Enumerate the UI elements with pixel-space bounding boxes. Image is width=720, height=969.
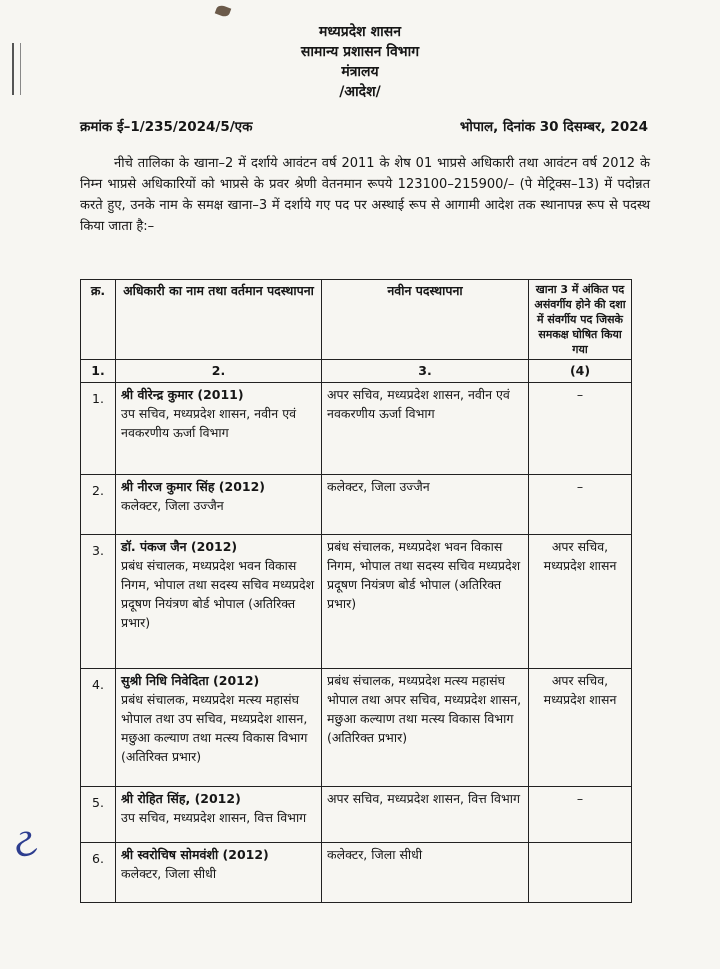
officer-cell bbox=[116, 843, 322, 903]
table-row bbox=[81, 383, 632, 475]
current-posting: कलेक्टर, जिला सीधी bbox=[121, 866, 217, 881]
equivalent-post: अपर सचिव, मध्यप्रदेश शासन bbox=[529, 669, 632, 787]
table-row bbox=[81, 475, 632, 535]
table-row bbox=[81, 535, 632, 669]
col-number: 2. bbox=[116, 360, 322, 383]
current-posting: उप सचिव, मध्यप्रदेश शासन, वित्त विभाग bbox=[121, 810, 307, 825]
equivalent-post: – bbox=[529, 787, 632, 843]
equivalent-post: – bbox=[529, 475, 632, 535]
new-posting: प्रबंध संचालक, मध्यप्रदेश भवन विकास निगम, भोपाल तथा सदस्य सचिव मध्यप्रदेश प्रदूषण नियंत्रण बोर्ड भोपाल (अतिरिक्त प्रभार) bbox=[322, 535, 529, 669]
header-sn: क्र. bbox=[81, 280, 116, 360]
equivalent-post: अपर सचिव, मध्यप्रदेश शासन bbox=[529, 535, 632, 669]
handwritten-initials: ટ bbox=[10, 818, 42, 868]
equivalent-post: – bbox=[529, 383, 632, 475]
officer-name: श्री रोहित सिंह, (2012) bbox=[121, 791, 241, 806]
officer-cell bbox=[116, 383, 322, 475]
current-posting: कलेक्टर, जिला उज्जैन bbox=[121, 498, 224, 513]
equivalent-post bbox=[529, 843, 632, 903]
row-sn: 1. bbox=[81, 383, 116, 475]
intro-paragraph: नीचे तालिका के खाना–2 में दर्शाये आवंटन वर्ष 2011 के शेष 01 भाप्रसे अधिकारी तथा आवंटन वर्ष 2012 के निम्न भाप्रसे अधिकारियों को भाप्रसे के प्रवर श्रेणी वेतनमान रूपये 123100–215900/– (पे मेट्रिक्स–13) में पदोन्नत करते हुए, उनके नाम के समक्ष खाना–3 में दर्शाये गए पद पर अस्थाई रूप से आगामी आदेश तक स्थानापन्न रूप से पदस्थ किया जाता है:– bbox=[80, 156, 650, 234]
new-posting: प्रबंध संचालक, मध्यप्रदेश मत्स्य महासंघ भोपाल तथा अपर सचिव, मध्यप्रदेश शासन, मछुआ कल्याण तथा मत्स्य विकास विभाग (अतिरिक्त प्रभार) bbox=[322, 669, 529, 787]
row-sn: 2. bbox=[81, 475, 116, 535]
reference-row bbox=[80, 117, 648, 135]
government-name: मध्यप्रदेश शासन bbox=[319, 24, 401, 40]
row-sn: 6. bbox=[81, 843, 116, 903]
col-number: 3. bbox=[322, 360, 529, 383]
col-number: (4) bbox=[529, 360, 632, 383]
table-header-row bbox=[81, 280, 632, 360]
row-sn: 3. bbox=[81, 535, 116, 669]
officer-name: डॉ. पंकज जैन (2012) bbox=[121, 539, 238, 554]
current-posting: प्रबंध संचालक, मध्यप्रदेश भवन विकास निगम, भोपाल तथा सदस्य सचिव मध्यप्रदेश प्रदूषण नियंत्रण बोर्ड भोपाल (अतिरिक्त प्रभार) bbox=[121, 558, 315, 630]
department-name: सामान्य प्रशासन विभाग bbox=[300, 44, 420, 60]
officer-name: सुश्री निधि निवेदिता (2012) bbox=[121, 673, 260, 688]
office-name: मंत्रालय bbox=[341, 64, 379, 80]
margin-mark bbox=[12, 43, 21, 95]
new-posting: कलेक्टर, जिला उज्जैन bbox=[322, 475, 529, 535]
order-number: क्रमांक ई–1/235/2024/5/एक bbox=[80, 119, 253, 135]
officer-cell bbox=[116, 669, 322, 787]
table-row bbox=[81, 843, 632, 903]
document-type: /आदेश/ bbox=[339, 84, 381, 100]
header-equivalent: खाना 3 में अंकित पद असंवर्गीय होने की दशा में संवर्गीय पद जिसके समकक्ष घोषित किया गया bbox=[529, 280, 632, 360]
officer-cell bbox=[116, 475, 322, 535]
current-posting: प्रबंध संचालक, मध्यप्रदेश मत्स्य महासंघ भोपाल तथा उप सचिव, मध्यप्रदेश शासन, मछुआ कल्याण तथा मत्स्य विकास विभाग (अतिरिक्त प्रभार) bbox=[121, 692, 308, 764]
header-officer: अधिकारी का नाम तथा वर्तमान पदस्थापना bbox=[116, 280, 322, 360]
officer-cell bbox=[116, 535, 322, 669]
place-date: भोपाल, दिनांक 30 दिसम्बर, 2024 bbox=[459, 119, 648, 135]
officer-name: श्री स्वरोचिष सोमवंशी (2012) bbox=[121, 847, 269, 862]
new-posting: कलेक्टर, जिला सीधी bbox=[322, 843, 529, 903]
new-posting: अपर सचिव, मध्यप्रदेश शासन, नवीन एवं नवकरणीय ऊर्जा विभाग bbox=[322, 383, 529, 475]
table-row bbox=[81, 669, 632, 787]
officer-name: श्री नीरज कुमार सिंह (2012) bbox=[121, 479, 266, 494]
row-sn: 5. bbox=[81, 787, 116, 843]
table-row bbox=[81, 787, 632, 843]
new-posting: अपर सचिव, मध्यप्रदेश शासन, वित्त विभाग bbox=[322, 787, 529, 843]
col-number: 1. bbox=[81, 360, 116, 383]
officer-cell bbox=[116, 787, 322, 843]
document-header bbox=[0, 0, 720, 102]
officer-name: श्री वीरेन्द्र कुमार (2011) bbox=[121, 387, 244, 402]
posting-table bbox=[80, 279, 632, 903]
row-sn: 4. bbox=[81, 669, 116, 787]
column-number-row bbox=[81, 360, 632, 383]
current-posting: उप सचिव, मध्यप्रदेश शासन, नवीन एवं नवकरणीय ऊर्जा विभाग bbox=[121, 406, 297, 440]
header-new-posting: नवीन पदस्थापना bbox=[322, 280, 529, 360]
